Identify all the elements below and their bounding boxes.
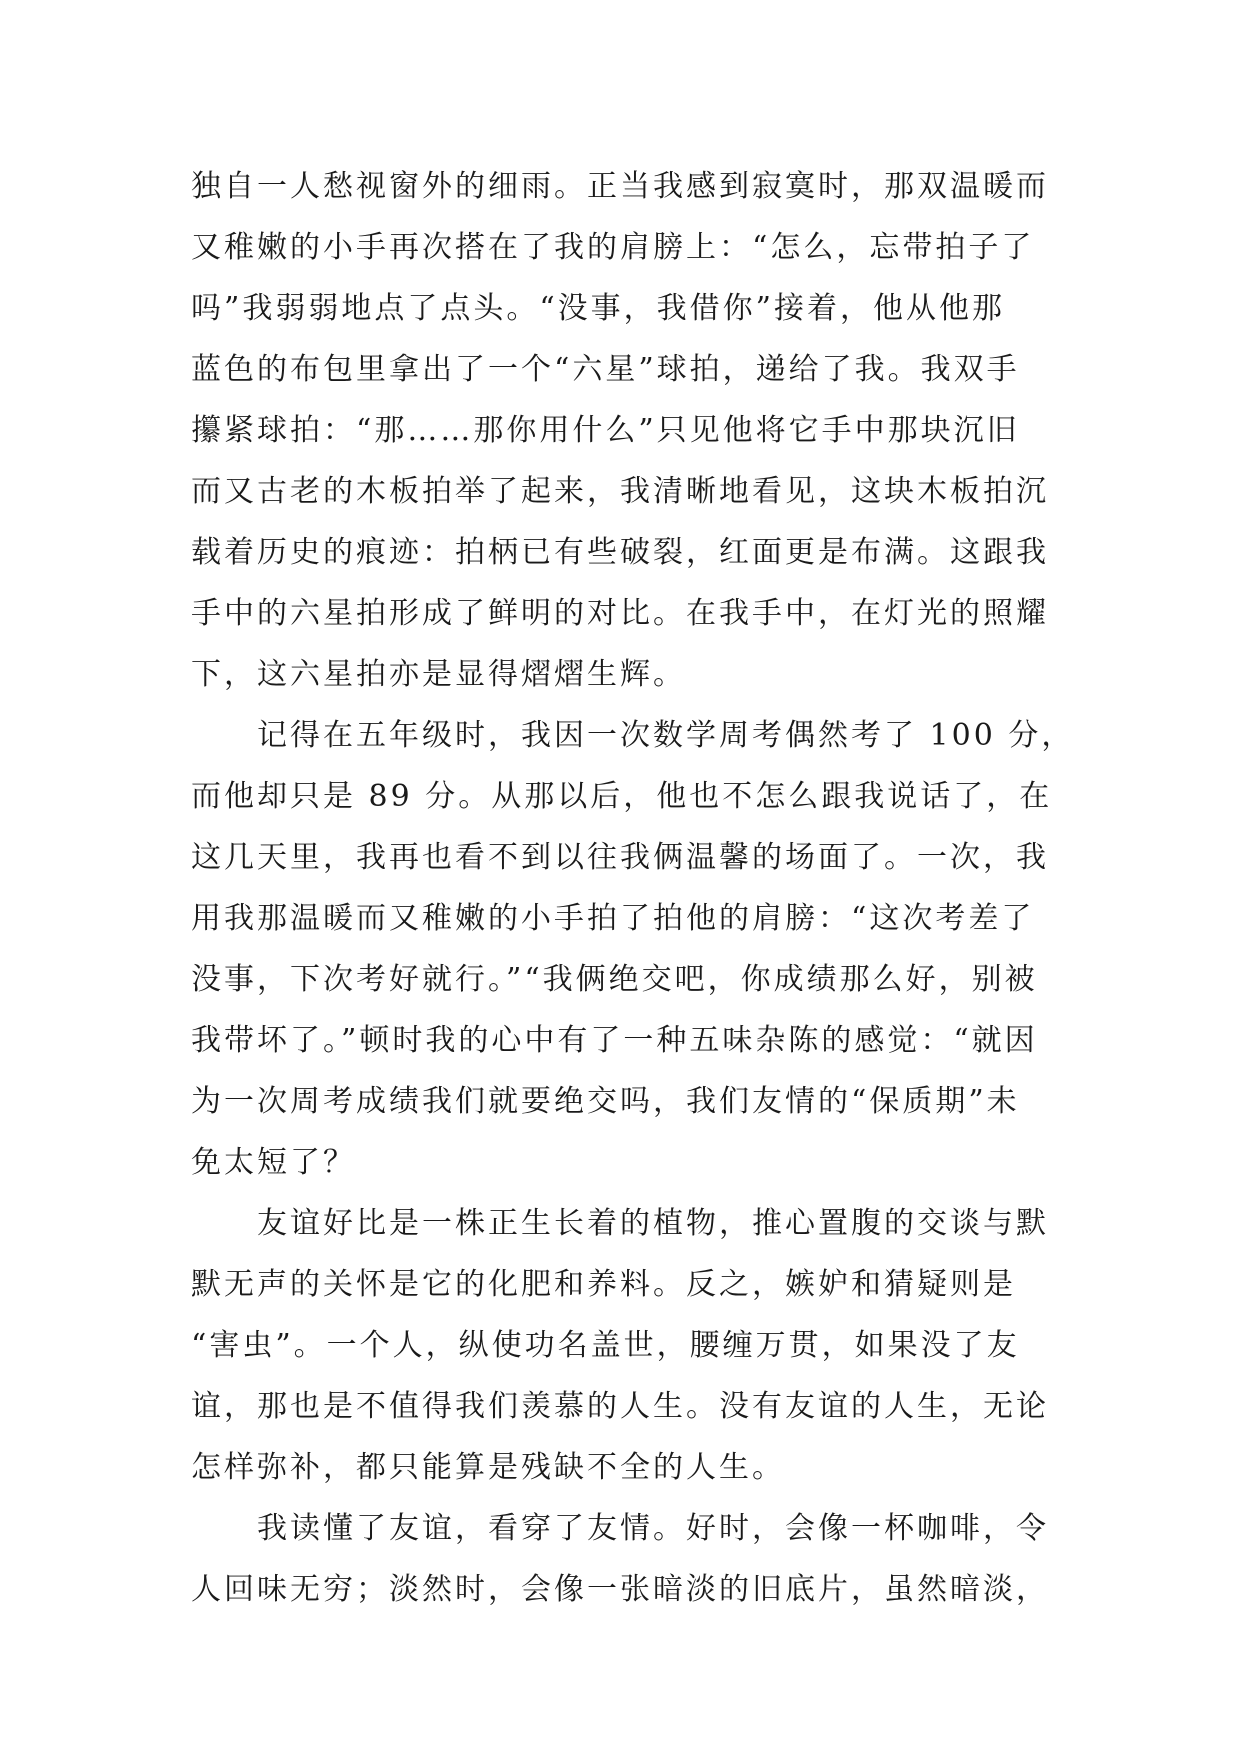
text-line: 人回味无穷；淡然时，会像一张暗淡的旧底片，虽然暗淡，	[191, 1572, 1049, 1607]
text-line: 默无声的关怀是它的化肥和养料。反之，嫉妒和猜疑则是	[191, 1267, 1016, 1302]
text-line: 免太短了？	[191, 1145, 356, 1180]
document-body	[191, 156, 1075, 1620]
text-line: 下，这六星拍亦是显得熠熠生辉。	[191, 657, 686, 692]
paragraph-2	[191, 705, 1075, 1193]
text-line: 载着历史的痕迹：拍柄已有些破裂，红面更是布满。这跟我	[191, 535, 1049, 570]
text-line: 攥紧球拍：“那……那你用什么”只见他将它手中那块沉旧	[191, 413, 1020, 448]
paragraph-1	[191, 156, 1071, 705]
text-line: 谊，那也是不值得我们羡慕的人生。没有友谊的人生，无论	[191, 1389, 1049, 1424]
text-line: “害虫”。一个人，纵使功名盖世，腰缠万贯，如果没了友	[191, 1328, 1020, 1363]
text-line: 我带坏了。”顿时我的心中有了一种五味杂陈的感觉：“就因	[191, 1023, 1038, 1058]
text-line: 吗”我弱弱地点了点头。“没事，我借你”接着，他从他那	[191, 291, 1006, 326]
text-line: 又稚嫩的小手再次搭在了我的肩膀上：“怎么，忘带拍子了	[191, 230, 1035, 265]
text-line: 怎样弥补，都只能算是残缺不全的人生。	[191, 1450, 785, 1485]
text-line: 蓝色的布包里拿出了一个“六星”球拍，递给了我。我双手	[191, 352, 1020, 387]
text-line: 手中的六星拍形成了鲜明的对比。在我手中，在灯光的照耀	[191, 596, 1049, 631]
text-line: 这几天里，我再也看不到以往我俩温馨的场面了。一次，我	[191, 840, 1049, 875]
text-line: 友谊好比是一株正生长着的植物，推心置腹的交谈与默	[257, 1206, 1049, 1241]
paragraph-3	[191, 1193, 1071, 1498]
text-line: 记得在五年级时，我因一次数学周考偶然考了 100 分，	[257, 718, 1075, 753]
text-line: 用我那温暖而又稚嫩的小手拍了拍他的肩膀：“这次考差了	[191, 901, 1035, 936]
text-line: 独自一人愁视窗外的细雨。正当我感到寂寞时，那双温暖而	[191, 169, 1049, 204]
text-line: 没事，下次考好就行。”“我俩绝交吧，你成绩那么好，别被	[191, 962, 1038, 997]
text-line: 而又古老的木板拍举了起来，我清晰地看见，这块木板拍沉	[191, 474, 1049, 509]
text-line: 为一次周考成绩我们就要绝交吗，我们友情的“保质期”未	[191, 1084, 1020, 1119]
text-line: 我读懂了友谊，看穿了友情。好时，会像一杯咖啡，令	[257, 1511, 1049, 1546]
text-line: 而他却只是 89 分。从那以后，他也不怎么跟我说话了，在	[191, 779, 1053, 814]
paragraph-4	[191, 1498, 1071, 1620]
